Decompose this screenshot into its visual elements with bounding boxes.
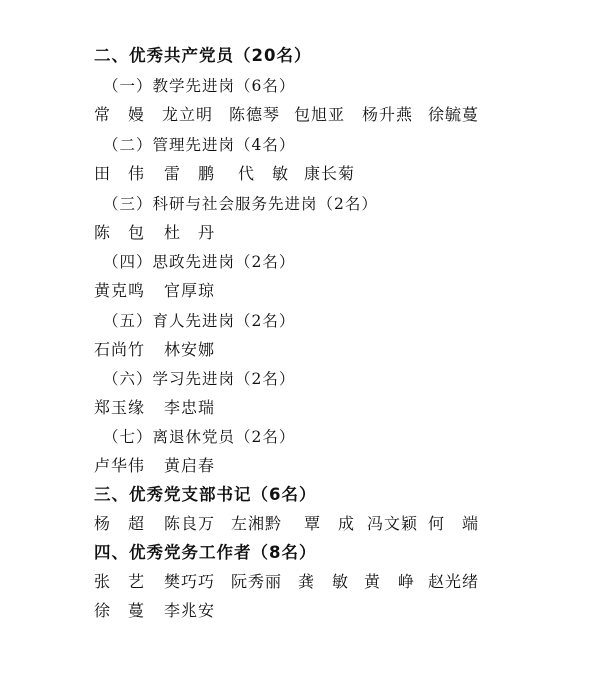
section-heading-party-members: 二、优秀共产党员（20名） [94, 46, 312, 65]
name-item: 官厚琼 [164, 281, 216, 300]
name-item: 何 端 [428, 514, 480, 533]
name-item: 杨 超 [94, 514, 146, 533]
subsection-title-teaching: （一）教学先进岗（6名） [103, 77, 296, 95]
name-item: 左湘黔 [231, 514, 283, 533]
name-item: 郑玉缘 [94, 398, 146, 417]
name-item: 卢华伟 [94, 456, 146, 475]
section-heading-party-workers: 四、优秀党务工作者（8名） [94, 543, 317, 562]
name-item: 樊巧巧 [164, 572, 216, 591]
name-item: 包旭亚 [294, 105, 346, 124]
name-item: 黄克鸣 [94, 281, 146, 300]
name-item: 田 伟 [94, 164, 146, 183]
name-item: 李兆安 [164, 601, 216, 620]
subsection-title-nurturing: （五）育人先进岗（2名） [103, 312, 296, 330]
name-item: 代 敏 [238, 164, 290, 183]
section-heading-branch-secretaries: 三、优秀党支部书记（6名） [94, 485, 317, 504]
name-item: 阮秀丽 [231, 572, 283, 591]
name-item: 康长菊 [304, 164, 356, 183]
name-item: 龙立明 [162, 105, 214, 124]
name-item: 林安娜 [164, 340, 216, 359]
name-item: 石尚竹 [94, 340, 146, 359]
name-item: 雷 鹏 [164, 164, 216, 183]
name-item: 陈 包 [94, 223, 146, 242]
name-item: 冯文颖 [367, 514, 419, 533]
name-item: 杜 丹 [164, 223, 216, 242]
name-item: 黄 峥 [364, 572, 416, 591]
subsection-title-ideology: （四）思政先进岗（2名） [103, 253, 296, 271]
subsection-title-study: （六）学习先进岗（2名） [103, 370, 296, 388]
name-item: 徐 蔓 [94, 601, 146, 620]
name-item: 徐毓蔓 [428, 105, 480, 124]
subsection-title-research: （三）科研与社会服务先进岗（2名） [103, 195, 378, 213]
name-item: 覃 成 [304, 514, 356, 533]
subsection-title-retired: （七）离退休党员（2名） [103, 428, 296, 446]
name-item: 李忠瑞 [164, 398, 216, 417]
name-item: 赵光绪 [428, 572, 480, 591]
name-item: 黄启春 [164, 456, 216, 475]
name-item: 杨升燕 [362, 105, 414, 124]
subsection-title-management: （二）管理先进岗（4名） [103, 136, 296, 154]
name-item: 龚 敏 [298, 572, 350, 591]
name-item: 张 艺 [94, 572, 146, 591]
name-item: 陈德琴 [229, 105, 281, 124]
name-item: 常 嫚 [94, 105, 146, 124]
name-item: 陈良万 [164, 514, 216, 533]
